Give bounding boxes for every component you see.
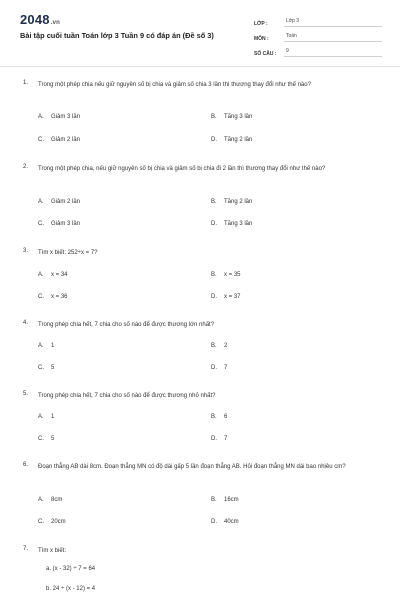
option-a[interactable] — [38, 414, 54, 420]
question-text: Tìm x biết: — [38, 548, 67, 554]
logo-tld: .vn — [50, 20, 61, 26]
option-b[interactable] — [211, 497, 239, 503]
option-letter: C. — [38, 221, 44, 227]
question-text: Trong một phép chia, nếu giữ nguyên số bị chia và giảm số bị chia đi 2 lần thì thương thay đổi như thế nào? — [38, 166, 326, 172]
option-text: Tăng 3 lần — [224, 114, 253, 120]
option-a[interactable] — [38, 497, 62, 503]
option-c[interactable] — [38, 221, 80, 227]
option-text: 20cm — [51, 519, 66, 525]
option-letter: C. — [38, 137, 44, 143]
option-text: Giảm 2 lần — [51, 199, 81, 205]
sub-question-b: b. 24 ÷ (x - 12) = 4 — [46, 586, 96, 592]
option-d[interactable] — [211, 137, 252, 143]
option-c[interactable] — [38, 436, 54, 442]
option-text: Giảm 2 lần — [51, 137, 81, 143]
option-letter: D. — [211, 365, 217, 371]
question-number: 7. — [23, 546, 29, 552]
meta-row-class — [254, 14, 382, 27]
meta-label: SỐ CÂU : — [254, 51, 277, 57]
option-b[interactable] — [211, 272, 241, 278]
option-letter: B. — [211, 343, 217, 349]
question-text: Tìm x biết: 252÷x = 7? — [38, 250, 98, 256]
option-letter: C. — [38, 365, 44, 371]
option-letter: C. — [38, 519, 44, 525]
option-letter: A. — [38, 272, 44, 278]
option-letter: D. — [211, 221, 217, 227]
option-text: 7 — [224, 436, 228, 442]
meta-value: Toán — [284, 33, 382, 42]
meta-value: Lớp 3 — [284, 18, 382, 27]
option-b[interactable] — [211, 114, 252, 120]
option-b[interactable] — [211, 414, 227, 420]
option-text: x = 36 — [51, 294, 68, 300]
option-text: Tăng 3 lần — [224, 221, 253, 227]
option-letter: A. — [38, 199, 44, 205]
option-text: x = 35 — [224, 272, 241, 278]
question-number: 4. — [23, 320, 29, 326]
option-text: 8cm — [51, 497, 63, 503]
option-letter: A. — [38, 114, 44, 120]
option-d[interactable] — [211, 436, 227, 442]
meta-row-subject — [254, 29, 382, 42]
option-letter: A. — [38, 343, 44, 349]
option-letter: D. — [211, 294, 217, 300]
site-logo[interactable] — [20, 12, 60, 27]
option-text: Giảm 3 lần — [51, 114, 81, 120]
option-c[interactable] — [38, 294, 68, 300]
option-letter: B. — [211, 414, 217, 420]
option-letter: B. — [211, 272, 217, 278]
meta-label: LỚP : — [254, 21, 268, 27]
question-text: Trong phép chia hết, 7 chia cho số nào để được thương lớn nhất? — [38, 322, 215, 328]
meta-value: 9 — [284, 48, 382, 57]
option-d[interactable] — [211, 294, 241, 300]
option-text: 5 — [51, 436, 55, 442]
option-text: 40cm — [224, 519, 239, 525]
meta-box — [254, 14, 382, 59]
question-text: Trong một phép chia nếu giữ nguyên số bị chia và giảm số chia 3 lần thì thương thay đổi như thế nào? — [38, 82, 311, 88]
option-a[interactable] — [38, 114, 80, 120]
option-letter: A. — [38, 497, 44, 503]
question-number: 3. — [23, 248, 29, 254]
option-b[interactable] — [211, 199, 252, 205]
option-c[interactable] — [38, 137, 80, 143]
question-number: 6. — [23, 462, 29, 468]
sub-question-a: a. (x - 32) ÷ 7 = 64 — [46, 566, 96, 572]
option-letter: C. — [38, 294, 44, 300]
option-b[interactable] — [211, 343, 227, 349]
option-letter: D. — [211, 137, 217, 143]
option-letter: A. — [38, 414, 44, 420]
option-text: Giảm 3 lần — [51, 221, 81, 227]
option-c[interactable] — [38, 365, 54, 371]
question-number: 1. — [23, 80, 29, 86]
option-a[interactable] — [38, 272, 68, 278]
option-letter: D. — [211, 519, 217, 525]
page-title: Bài tập cuối tuần Toán lớp 3 Tuần 9 có đáp án (Đề số 3) — [20, 31, 214, 40]
option-d[interactable] — [211, 365, 227, 371]
header-divider — [0, 66, 400, 67]
option-text: 2 — [224, 343, 228, 349]
option-text: 1 — [51, 343, 55, 349]
option-text: 6 — [224, 414, 228, 420]
option-text: Tăng 2 lần — [224, 137, 253, 143]
option-text: Tăng 2 lần — [224, 199, 253, 205]
option-text: 16cm — [224, 497, 239, 503]
meta-label: MÔN : — [254, 36, 269, 42]
option-letter: B. — [211, 199, 217, 205]
option-a[interactable] — [38, 199, 80, 205]
logo-text: 2048 — [20, 12, 50, 27]
question-text: Đoạn thẳng AB dài 8cm. Đoạn thẳng MN có độ dài gấp 5 lần đoạn thẳng AB. Hỏi đoạn thẳng MN dài bao nhiêu cm? — [38, 464, 346, 470]
meta-row-count — [254, 44, 382, 57]
option-text: 5 — [51, 365, 55, 371]
option-letter: C. — [38, 436, 44, 442]
question-number: 5. — [23, 391, 29, 397]
option-letter: D. — [211, 436, 217, 442]
option-d[interactable] — [211, 519, 239, 525]
option-text: x = 34 — [51, 272, 68, 278]
option-text: 1 — [51, 414, 55, 420]
option-letter: B. — [211, 497, 217, 503]
option-a[interactable] — [38, 343, 54, 349]
option-c[interactable] — [38, 519, 66, 525]
question-text: Trong phép chia hết, 7 chia cho số nào để được thương nhỏ nhất? — [38, 393, 216, 399]
option-text: x = 37 — [224, 294, 241, 300]
option-d[interactable] — [211, 221, 252, 227]
question-number: 2. — [23, 164, 29, 170]
option-letter: B. — [211, 114, 217, 120]
option-text: 7 — [224, 365, 228, 371]
